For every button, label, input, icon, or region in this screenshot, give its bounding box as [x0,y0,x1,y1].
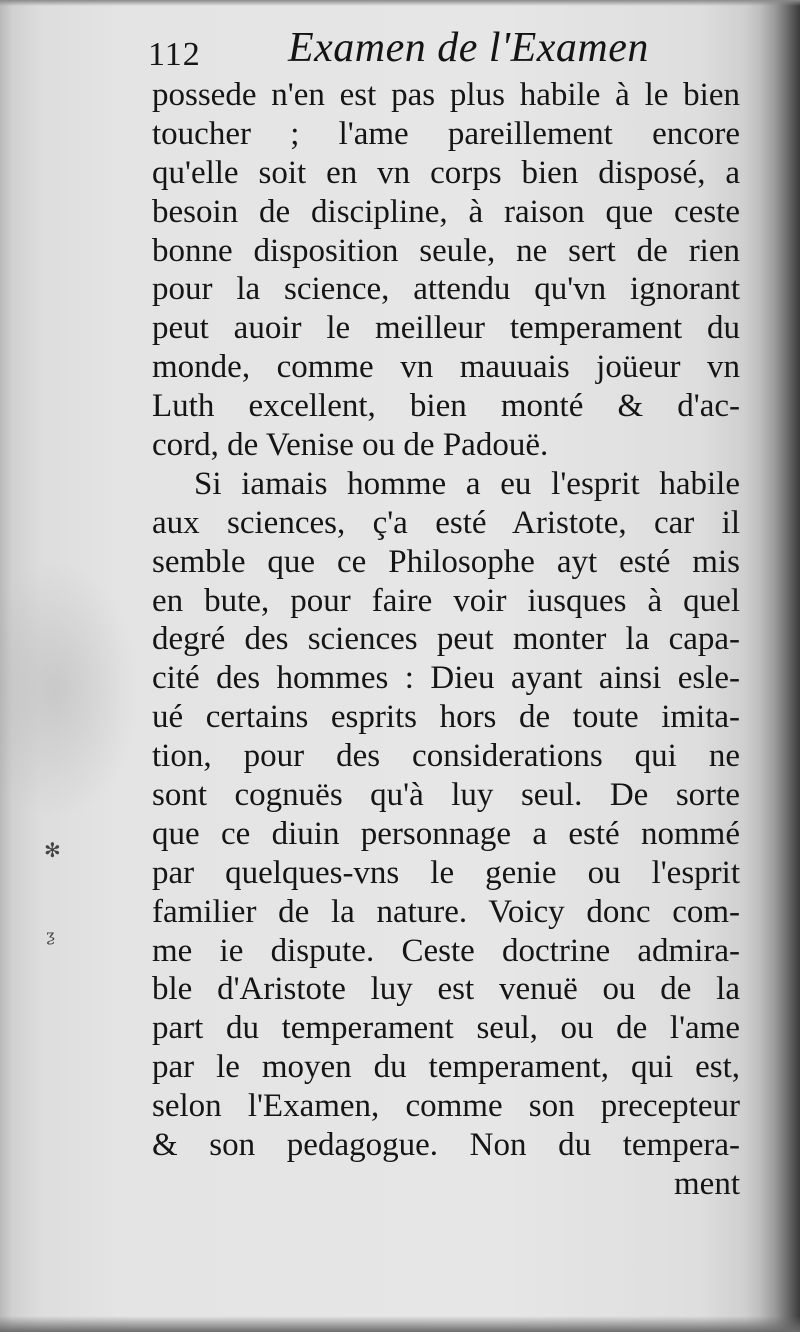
page-bottom-shadow [0,1316,800,1332]
text-line: ué certains esprits hors de toute imita- [152,699,740,736]
text-line: semble que ce Philosophe ayt esté mis [152,543,740,580]
text-line: & son pedagogue. Non du tempera- [152,1127,740,1164]
body-text [152,76,740,1204]
text-line: par le moyen du temperament, qui est, [152,1049,740,1086]
running-head: Examen de l'Examen [288,25,649,71]
text-line: que ce diuin personnage a esté nommé [152,815,740,852]
text-line: familier de la nature. Voicy donc com- [152,893,740,930]
ink-speck-mark: ƺ [46,926,56,945]
page-top-shadow [0,0,800,6]
text-line: selon l'Examen, comme son precepteur [152,1088,740,1125]
page-header [148,22,748,82]
text-line: part du temperament seul, ou de l'ame [152,1010,740,1047]
text-line: ble d'Aristote luy est venuë ou de la [152,971,740,1008]
text-line: qu'elle soit en vn corps bien disposé, a [152,154,740,191]
text-line: degré des sciences peut monter la capa- [152,621,740,658]
text-line: Si iamais homme a eu l'esprit habile [194,465,740,502]
text-line: aux sciences, ç'a esté Aristote, car il [152,504,740,541]
show-through-stain [0,560,140,820]
text-line: Luth excellent, bien monté & d'ac- [152,388,740,425]
ink-speck-mark: ✻ [44,838,61,862]
text-line: sont cognuës qu'à luy seul. De sorte [152,777,740,814]
page-number: 112 [148,36,201,73]
text-line: tion, pour des considerations qui ne [152,738,740,775]
text-line: peut auoir le meilleur temperament du [152,310,740,347]
text-line: cord, de Venise ou de Padouë. [152,427,549,464]
text-line: cité des hommes : Dieu ayant ainsi esle- [152,660,740,697]
text-line: bonne disposition seule, ne sert de rien [152,232,740,269]
text-line: pour la science, attendu qu'vn ignorant [152,271,740,308]
text-line: par quelques-vns le genie ou l'esprit [152,854,740,891]
text-line: me ie dispute. Ceste doctrine admira- [152,932,740,969]
text-line: monde, comme vn mauuais joüeur vn [152,349,740,386]
text-line: toucher ; l'ame pareillement encore [152,115,740,152]
text-line: en bute, pour faire voir iusques à quel [152,582,740,619]
text-line: possede n'en est pas plus habile à le bien [152,77,740,113]
text-line: besoin de discipline, à raison que ceste [152,193,740,230]
catchword: ment [674,1165,740,1202]
